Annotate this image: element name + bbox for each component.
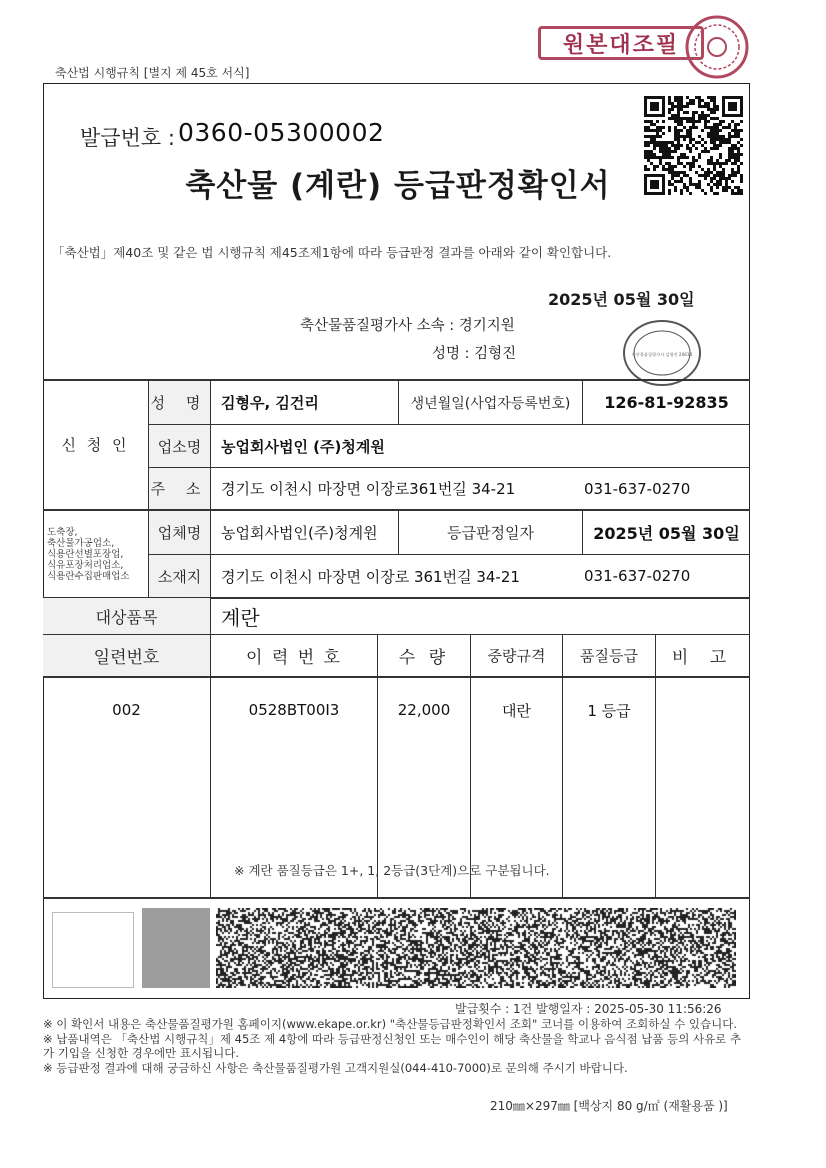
document-title-text: 축산물 (계란) 등급판정확인서 bbox=[185, 168, 611, 204]
grading-date-label: 등급판정일자 bbox=[447, 524, 534, 542]
row-serial: 002 bbox=[112, 701, 141, 719]
target-item-value: 계란 bbox=[221, 605, 260, 630]
assessor-seal-icon bbox=[620, 318, 704, 388]
location-label: 소재지 bbox=[149, 555, 210, 597]
paper-spec: 210㎜×297㎜ [백상지 80 g/㎡ (재활용품 )] bbox=[490, 1099, 728, 1113]
applicant-phone: 031-637-0270 bbox=[584, 479, 691, 498]
company-label: 업체명 bbox=[149, 511, 210, 554]
col-weight-spec: 중량규격 bbox=[487, 647, 546, 665]
row-weight-spec: 대란 bbox=[502, 701, 531, 720]
name-label: 성 명 bbox=[149, 381, 210, 424]
official-seal-icon bbox=[684, 14, 750, 80]
intro-text: 「축산법」제40조 및 같은 법 시행규칙 제45조제1항에 따라 등급판정 결과를 아래와 같이 확인합니다. bbox=[52, 245, 612, 260]
security-blank-box bbox=[52, 912, 134, 988]
assessor-affiliation: 축산물품질평가사 소속 : 경기지원 bbox=[300, 318, 515, 334]
company-name: 농업회사법인(주)청계원 bbox=[221, 524, 378, 542]
address-label: 주 소 bbox=[149, 468, 210, 509]
target-item-label: 대상품목 bbox=[43, 598, 210, 634]
security-noise-pattern bbox=[216, 908, 736, 988]
business-label: 업소명 bbox=[149, 425, 210, 467]
birth-label: 생년월일(사업자등록번호) bbox=[410, 395, 571, 412]
applicant-name: 김형우, 김건리 bbox=[221, 394, 319, 412]
row-remarks bbox=[656, 690, 750, 730]
assessor-name: 성명 : 김형진 bbox=[432, 346, 517, 362]
applicant-section-label: 신 청 인 bbox=[61, 436, 130, 454]
facility-phone: 031-637-0270 bbox=[584, 567, 691, 585]
col-remarks: 비 고 bbox=[671, 648, 735, 668]
grade-note: ※ 계란 품질등급은 1+, 1, 2등급(3단계)으로 구분됩니다. bbox=[234, 863, 550, 878]
grading-date: 2025년 05월 30일 bbox=[593, 524, 740, 543]
row-quantity: 22,000 bbox=[397, 701, 451, 719]
note-1: ※ 이 확인서 내용은 축산물품질평가원 홈페이지(www.ekape.or.kr) "축산물등급판정확인서 조회" 코너를 이용하여 조회하실 수 있습니다. bbox=[43, 1017, 738, 1031]
issue-info: 발급횟수 : 1건 발행일자 : 2025-05-30 11:56:26 bbox=[455, 1002, 722, 1016]
col-trace-number: 이 력 번 호 bbox=[246, 648, 342, 668]
note-3: ※ 등급판정 결과에 대해 궁금하신 사항은 축산물품질평가원 고객지원실(044-410-7000)로 문의해 주시기 바랍니다. bbox=[43, 1061, 628, 1075]
row-quality-grade: 1 등급 bbox=[587, 701, 631, 720]
facility-location: 경기도 이천시 마장면 이장로 361번길 34-21 bbox=[221, 567, 520, 586]
issue-date: 2025년 05월 30일 bbox=[548, 290, 695, 309]
original-copy-stamp: 원본대조필 bbox=[538, 26, 704, 60]
issue-number-label: 발급번호 : bbox=[80, 126, 175, 150]
assessor-seal-text: 축산물품질평가사 김형진 20614 bbox=[631, 352, 693, 357]
business-name: 농업회사법인 (주)청계원 bbox=[221, 437, 385, 456]
notes-list bbox=[43, 1017, 743, 1076]
note-2: ※ 납품내역은 「축산법 시행규칙」제 45조 제 4항에 따라 등급판정신청인 또는 매수인이 해당 축산물을 학교나 음식점 납품 등의 사유로 추가 기입을 신청한 경우에만 표시됩니다. bbox=[43, 1032, 742, 1060]
security-watermark-box bbox=[142, 908, 210, 988]
form-reference: 축산법 시행규칙 [별지 제 45호 서식] bbox=[55, 66, 250, 80]
business-reg-number: 126-81-92835 bbox=[604, 393, 729, 412]
row-trace-number: 0528BT00I3 bbox=[248, 701, 340, 719]
qr-code-icon[interactable] bbox=[644, 96, 743, 195]
issue-number: 0360-05300002 bbox=[178, 118, 385, 147]
col-serial: 일련번호 bbox=[43, 635, 210, 676]
col-quality-grade: 품질등급 bbox=[580, 647, 638, 665]
facility-category-list: 도축장, 축산물가공업소, 식용란선별포장업, 식유포장처리업소, 식용란수집판매업소 bbox=[47, 526, 130, 582]
col-quantity: 수 량 bbox=[398, 648, 450, 668]
applicant-address: 경기도 이천시 마장면 이장로361번길 34-21 bbox=[221, 480, 516, 498]
